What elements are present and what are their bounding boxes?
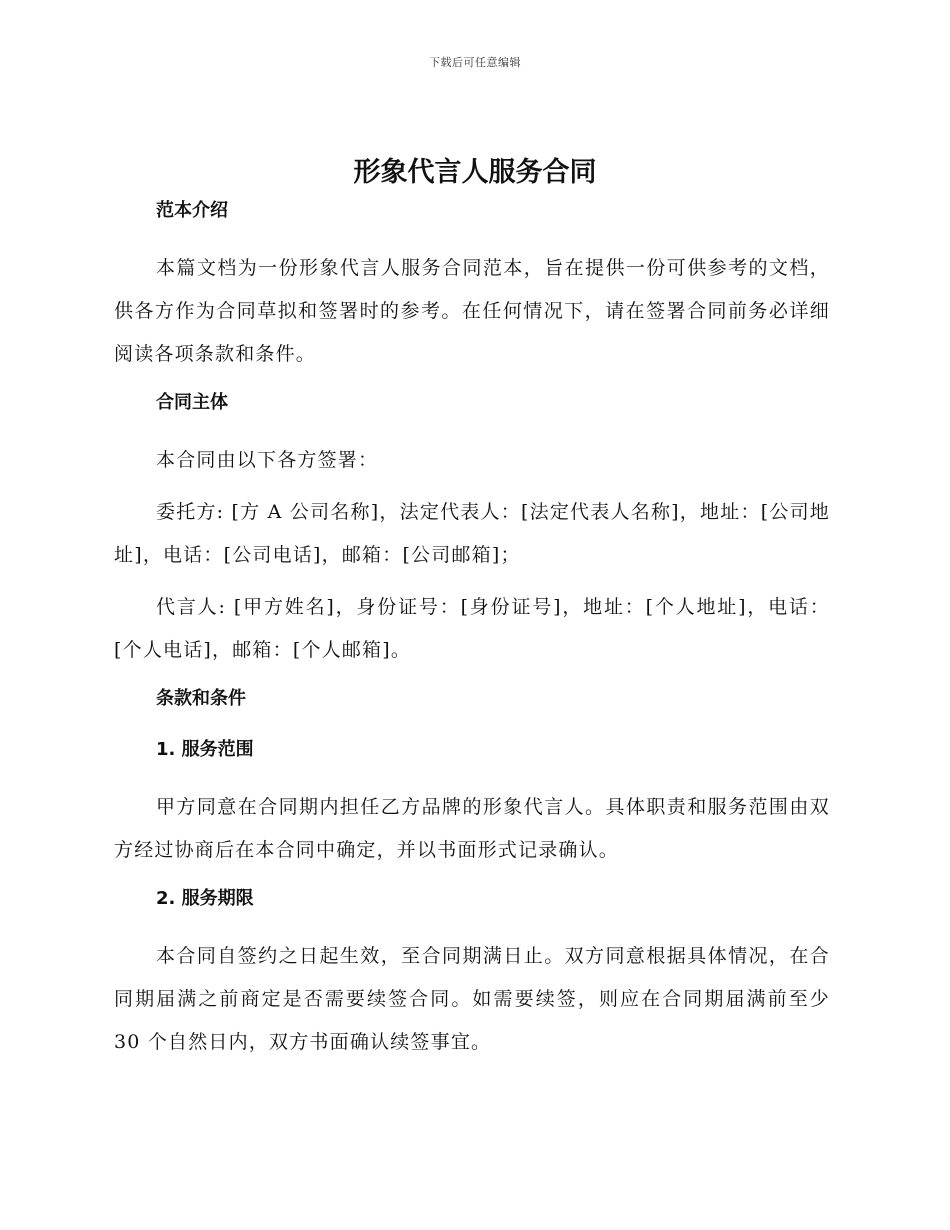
client-party-paragraph: 委托方: [方 A 公司名称]，法定代表人：[法定代表人名称]，地址：[公司地址]，电话：[公司电话]，邮箱：[公司邮箱]；: [114, 501, 830, 566]
clause-heading-service-term: 2. 服务期限: [156, 888, 254, 909]
intro-paragraph: 本篇文档为一份形象代言人服务合同范本，旨在提供一份可供参考的文档，供各方作为合同草拟和签署时的参考。在任何情况下，请在签署合同前务必详细阅读各项条款和条件。: [114, 257, 830, 365]
spokesperson-party-paragraph: 代言人: [甲方姓名]，身份证号：[身份证号]，地址：[个人地址]，电话：[个人电话]，邮箱：[个人邮箱]。: [114, 596, 830, 661]
document-title: 形象代言人服务合同: [353, 157, 597, 188]
section-heading-parties: 合同主体: [156, 392, 228, 413]
clause-paragraph-service-scope: 甲方同意在合同期内担任乙方品牌的形象代言人。具体职责和服务范围由双方经过协商后在本合同中确定，并以书面形式记录确认。: [114, 796, 830, 861]
parties-lead-paragraph: 本合同由以下各方签署：: [156, 449, 379, 471]
page-header-note: 下载后可任意编辑: [429, 56, 521, 69]
clause-paragraph-service-term: 本合同自签约之日起生效，至合同期满日止。双方同意根据具体情况，在合同期届满之前商定是否需要续签合同。如需要续签，则应在合同期届满前至少 30 个自然日内，双方书面确认续签事宜。: [114, 945, 830, 1053]
section-heading-intro: 范本介绍: [156, 200, 228, 221]
clause-heading-service-scope: 1. 服务范围: [156, 739, 254, 760]
document-body: [114, 196, 830, 1073]
section-heading-terms: 条款和条件: [156, 688, 246, 709]
